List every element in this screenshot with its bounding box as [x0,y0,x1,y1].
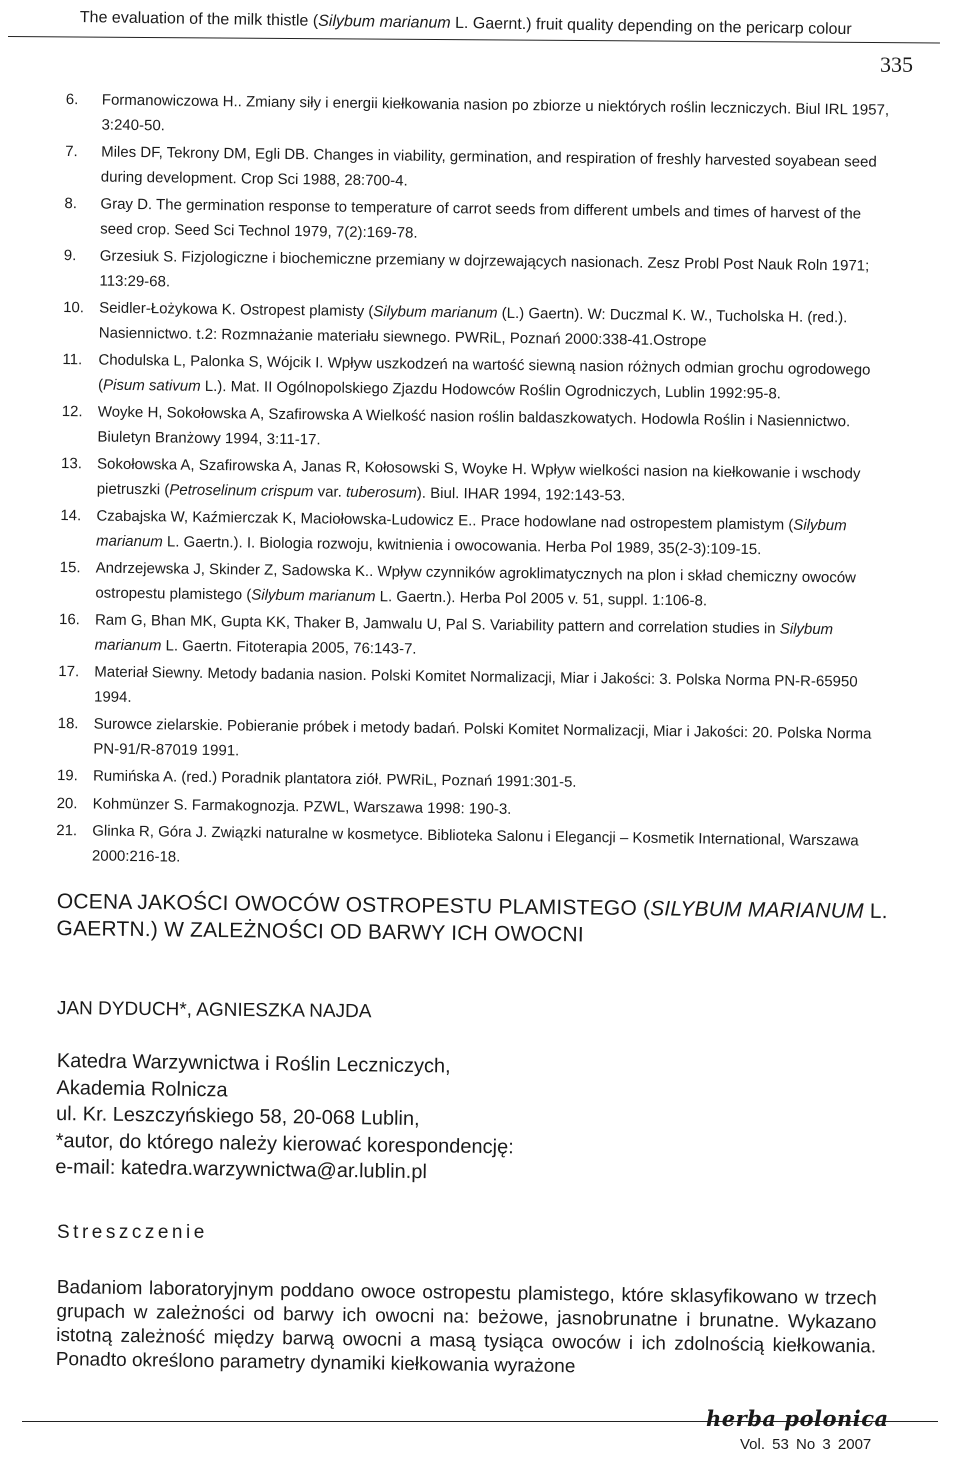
reference-item [61,88,894,148]
reference-text: Miles DF, Tekrony DM, Egli DB. Changes in viability, germination, and respiration of freshly harvested soyabean seed during development. Crop Sci 1988, 28:700-4. [100,143,877,190]
reference-text: Rumińska A. (red.) Poradnik plantatora ziół. PWRiL, Poznań 1991:301-5. [92,767,577,791]
reference-number: 8. [64,195,78,213]
reference-item [56,504,889,564]
reference-number: 19. [56,766,78,785]
affiliation-block [55,1048,657,1189]
reference-number: 18. [57,714,79,733]
reference-number: 9. [63,247,77,265]
reference-text: Surowce zielarskie. Pobieranie próbek i metody badań. Polski Komitet Normalizacji, Miar i Jakości: 20. Polska Norma PN-91/R-87019 1991. [93,715,872,759]
reference-item [58,348,891,408]
affiliation-line: Katedra Warzywnictwa i Roślin Leczniczych, [56,1049,451,1078]
reference-text-part: Seidler-Łożykowa K. Ostropest plamisty ( [99,299,374,321]
reference-item [57,452,890,512]
reference-number: 13. [60,455,83,473]
species-name: Petroselinum crispum [169,480,314,500]
affiliation-line: ul. Kr. Leszczyńskiego 58, 20-068 Lublin, [55,1102,420,1131]
reference-text-part: L. Gaertn. Fitoterapia 2005, 76:143-7. [161,636,417,658]
running-title-pre: The evaluation of the milk thistle ( [79,8,319,30]
reference-text: Woyke H, Sokołowska A, Szafirowska A Wielkość nasion roślin baldaszkowatych. Hodowla Roślin i Nasiennictwo. Biuletyn Branżowy 1994, 3:11-17. [97,403,851,448]
reference-text: Glinka R, Góra J. Związki naturalne w kosmetyce. Biblioteka Salonu i Elegancji – Kosmetik International, Warszawa 2000:216-18. [91,822,859,866]
reference-item [59,296,892,356]
reference-text [95,608,888,667]
reference-text: Grzesiuk S. Fizjologiczne i biochemiczne przemiany w dojrzewających nasionach. Zesz Probl Post Nauk Roln 1971; 113:29-68. [99,247,870,290]
volume-info: Vol. 53 No 3 2007 [740,1436,872,1453]
reference-text: Materiał Siewny. Metody badania nasion. Polski Komitet Normalizacji, Miar i Jakości: 3. Polska Norma PN-R-65950 1994. [93,663,858,706]
running-title-post: L. Gaernt.) fruit quality depending on the pericarp colour [450,14,852,39]
species-name: Silybum marianum [373,303,498,322]
page-number: 335 [880,52,913,77]
affiliation-line: *autor, do którego należy kierować korespondencję: [55,1129,514,1158]
reference-text [97,452,890,511]
abstract-text: Badaniom laboratoryjnym poddano owoce ostropestu plamistego, które sklasyfikowano w trzech grupach w zależności od barwy ich owocni na: beżowe, jasnobrunatne i brunatne. Wykazano istotną zależność między barwą owocni a masą tysiąca owoców i ich zdolnością kiełkowania. Ponadto określono parametry dynamiki kiełkowania wyrażone [55,1276,877,1378]
email-line: e-mail: katedra.warzywnictwa@ar.lublin.pl [55,1155,428,1184]
species-name: Pisum sativum [103,376,201,395]
reference-number: 14. [60,507,82,525]
reference-text: Kohmünzer S. Farmakognozja. PZWL, Warszawa 1998: 190-3. [92,794,512,818]
reference-text-part: L. Gaertn.). Herba Pol 2005 v. 51, suppl. 1:106-8. [375,587,708,609]
species-name: Silybum marianum [251,586,376,605]
reference-item [61,140,894,200]
reference-list [52,88,894,882]
abstract-heading: Streszczenie [57,1222,208,1243]
species-name: tuberosum [345,483,417,502]
reference-text-part: Sokołowska A, Szafirowska A, Janas R, Kołosowski S, Woyke H. Wpływ wielkości nasion na kiełkowanie i wschody pietruszki ( [96,455,861,498]
reference-number: 21. [56,821,78,840]
reference-text-part: Ram G, Bhan MK, Gupta KK, Thaker B, Jamwalu U, Pal S. Variability pattern and correlation studies in [94,611,780,638]
reference-text-part: ). Biul. IHAR 1994, 192:143-53. [416,484,626,504]
reference-item [55,556,888,616]
article-title-part: OCENA JAKOŚCI OWOCÓW OSTROPESTU PLAMISTEGO ( [56,889,651,921]
reference-text-part: Andrzejewska J, Skinder Z, Sadowska K.. Wpływ czynników agroklimatycznych na plon i skład chemiczny owoców ostropestu plamistego ( [95,559,857,604]
reference-number: 6. [65,91,79,109]
reference-item [60,192,893,252]
reference-text [96,504,889,563]
reference-number: 16. [58,611,81,629]
article-title-species: SILYBUM MARIANUM [650,897,864,923]
reference-text-part: L.). Mat. II Ogólnopolskiego Zjazdu Hodowców Roślin Ogrodniczych, Lublin 1992:95-8. [200,377,782,402]
reference-text-part: var. [313,482,347,501]
species-name: Silybum marianum [94,620,834,654]
species-name: Silybum marianum [95,516,847,550]
reference-text-part: Czabajska W, Kaźmierczak K, Maciołowska-Ludowicz E.. Prace hodowlane nad ostropestem plamistym ( [96,507,794,534]
reference-item [55,608,888,668]
reference-text [99,297,892,356]
journal-logo: herba polonica [706,1406,889,1431]
reference-number: 12. [61,403,83,421]
reference-text: Gray D. The germination response to temperature of carrot seeds from different umbels and times of harvest of the seed crop. Seed Sci Technol 1979, 7(2):169-78. [100,195,862,242]
reference-number: 11. [62,351,83,369]
reference-item [59,244,892,304]
reference-item [57,400,890,460]
reference-text [95,556,888,615]
article-title-part: L. GAERTN.) W ZALEŻNOŚCI OD BARWY ICH OWOCNI [56,899,888,947]
reference-text: Formanowiczowa H.. Zmiany siły i energii kiełkowania nasion po zbiorze u niektórych roślin leczniczych. Biul IRL 1957, 3:240-50. [101,91,890,134]
running-title-italic: Silybum marianum [318,12,451,32]
reference-number: 7. [65,143,78,161]
author-list: JAN DYDUCH*, AGNIESZKA NAJDA [56,998,372,1023]
article-title [56,888,907,952]
reference-text-part: (L.) Gaertn). W: Duczmal K. W., Tucholska H. (red.). Nasiennictwo. t.2: Rozmnażanie materiału siewnego. PWRiL, Poznań 2000:338-41.Ostrope [98,304,848,349]
reference-number: 20. [56,794,78,812]
reference-text [98,349,891,408]
reference-item [53,712,886,772]
reference-item [54,660,887,720]
reference-item [52,819,885,879]
reference-number: 15. [59,559,81,577]
reference-text-part: L. Gaertn.). I. Biologia rozwoju, kwitnienia i owocowania. Herba Pol 1989, 35(2-3):109-15. [162,532,762,558]
reference-number: 17. [58,663,80,681]
reference-text-part: Chodulska L, Palonka S, Wójcik I. Wpływ uszkodzeń na wartość siewną nasion różnych odmian grochu ogrodowego ( [98,351,871,394]
reference-number: 10. [63,299,85,317]
affiliation-line: Akademia Rolnicza [56,1076,228,1101]
